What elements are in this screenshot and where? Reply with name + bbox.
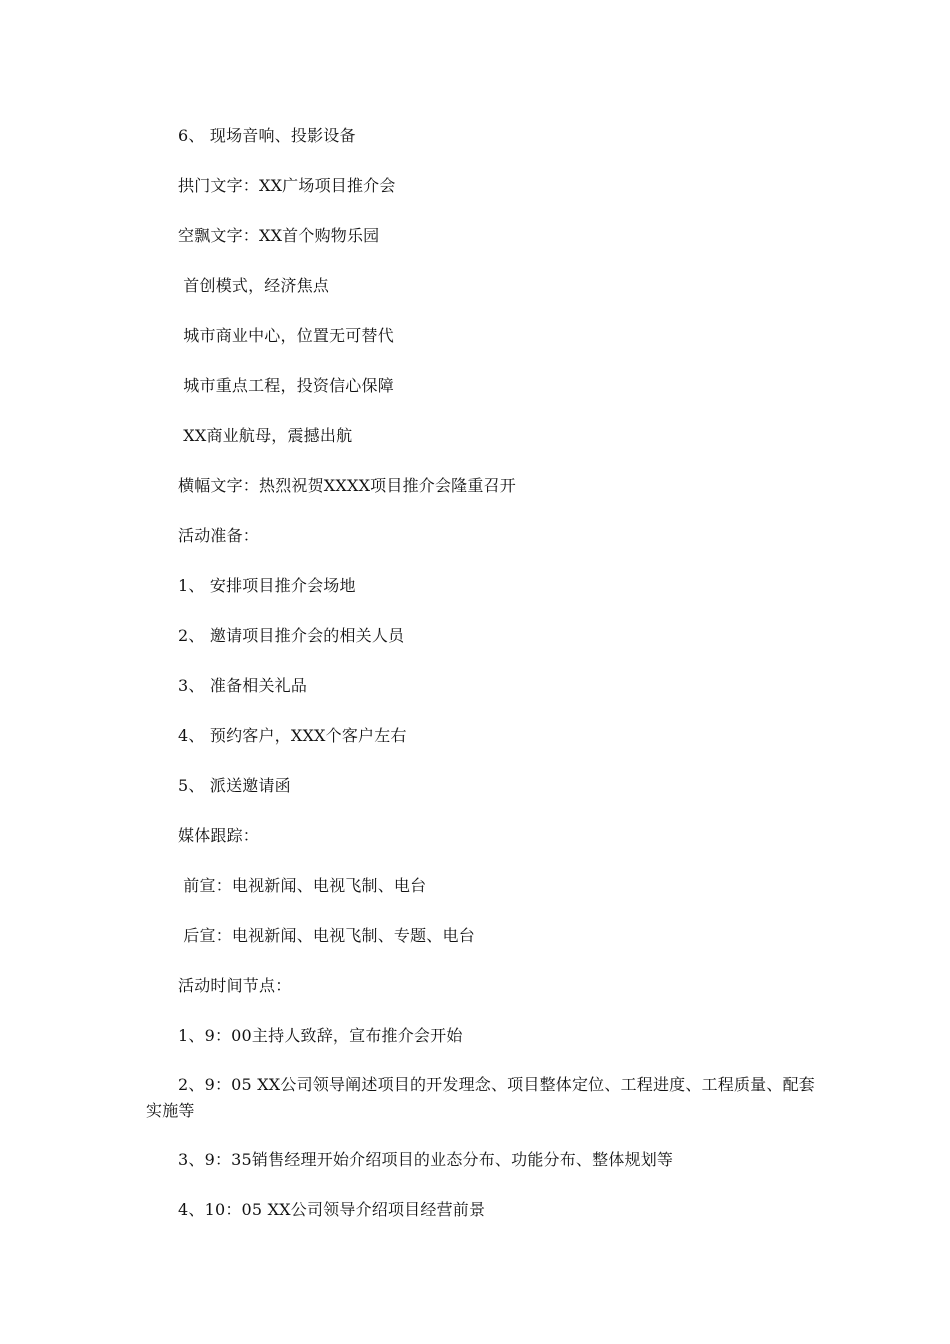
list-item-timeline-4: 4、10：05 XX公司领导介绍项目经营前景 xyxy=(178,1200,486,1219)
list-item-timeline-1: 1、9：00主持人致辞，宣布推介会开始 xyxy=(178,1026,463,1045)
section-heading-preparation: 活动准备： xyxy=(178,526,260,545)
paragraph-item-6-equipment: 6、 现场音响、投影设备 xyxy=(178,126,356,145)
paragraph-media-pre: 前宣：电视新闻、电视飞制、电台 xyxy=(178,876,427,895)
paragraph-balloon-text: 空飘文字：XX首个购物乐园 xyxy=(178,226,380,245)
paragraph-arch-text: 拱门文字：XX广场项目推介会 xyxy=(178,176,396,195)
paragraph-media-post: 后宣：电视新闻、电视飞制、专题、电台 xyxy=(178,926,475,945)
list-item-prep-2: 2、 邀请项目推介会的相关人员 xyxy=(178,626,405,645)
list-item-prep-5: 5、 派送邀请函 xyxy=(178,776,291,795)
paragraph-slogan-2: 城市商业中心，位置无可替代 xyxy=(178,326,394,345)
paragraph-slogan-3: 城市重点工程，投资信心保障 xyxy=(178,376,394,395)
list-item-timeline-2: 2、9：05 XX公司领导阐述项目的开发理念、项目整体定位、工程进度、工程质量、配套实施等 xyxy=(146,1075,815,1120)
paragraph-banner-text: 横幅文字：热烈祝贺XXXX项目推介会隆重召开 xyxy=(178,476,516,495)
list-item-prep-3: 3、 准备相关礼品 xyxy=(178,676,308,695)
paragraph-slogan-1: 首创模式，经济焦点 xyxy=(178,276,330,295)
list-item-prep-4: 4、 预约客户，XXX个客户左右 xyxy=(178,726,407,745)
paragraph-slogan-4: XX商业航母，震撼出航 xyxy=(178,426,353,445)
list-item-prep-1: 1、 安排项目推介会场地 xyxy=(178,576,356,595)
list-item-timeline-3: 3、9：35销售经理开始介绍项目的业态分布、功能分布、整体规划等 xyxy=(178,1150,674,1169)
section-heading-timeline: 活动时间节点： xyxy=(178,976,292,995)
section-heading-media: 媒体跟踪： xyxy=(178,826,260,845)
